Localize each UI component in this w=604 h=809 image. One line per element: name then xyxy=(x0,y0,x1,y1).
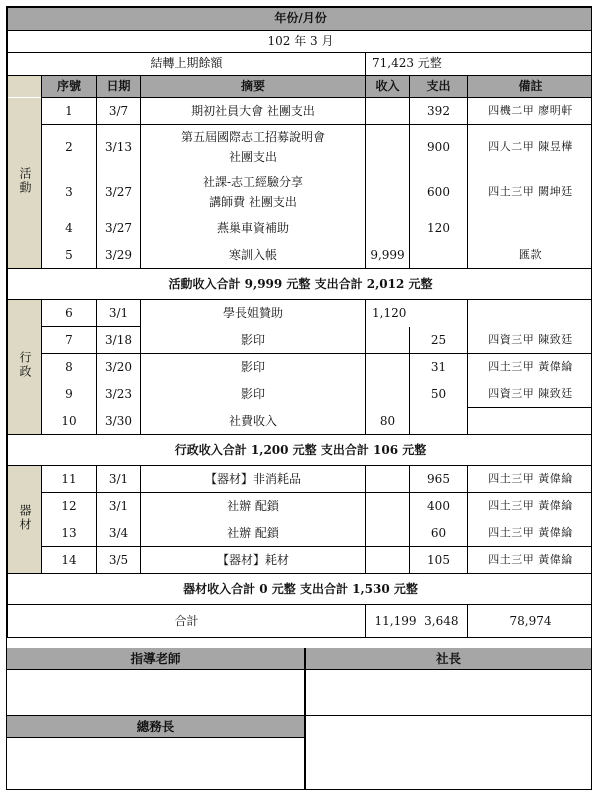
table-row-seq: 5 xyxy=(42,242,97,269)
table-row-desc: 期初社員大會 社團支出 xyxy=(141,98,366,125)
table-row-seq: 14 xyxy=(42,547,97,574)
total-income: 11,199 xyxy=(374,613,417,628)
table-row-income xyxy=(366,547,410,574)
general-affairs-signature-box[interactable] xyxy=(7,738,304,789)
total-income-expense xyxy=(366,605,468,638)
table-row-desc: 燕巢車資補助 xyxy=(141,215,366,242)
table-row-desc: 影印 xyxy=(141,354,366,381)
table-row-desc: 學長姐贊助 xyxy=(141,300,366,327)
table-row-memo xyxy=(468,215,593,242)
table-row-date: 3/7 xyxy=(97,98,141,125)
advisor-signature-label: 指導老師 xyxy=(7,648,304,670)
ledger-table xyxy=(7,7,592,638)
table-row-income xyxy=(366,215,410,242)
table-row-income xyxy=(366,466,410,493)
table-row-seq: 1 xyxy=(42,98,97,125)
table-row-income xyxy=(366,170,410,215)
table-row-seq: 4 xyxy=(42,215,97,242)
table-row-income xyxy=(366,98,410,125)
table-row-date: 3/1 xyxy=(97,466,141,493)
table-row-desc: 影印 xyxy=(141,381,366,408)
table-row-income: 1,120 xyxy=(366,300,468,327)
table-row-expense: 120 xyxy=(410,215,468,242)
table-row-date: 3/18 xyxy=(97,327,141,354)
table-row-date: 3/13 xyxy=(97,125,141,170)
table-row-income xyxy=(366,493,410,520)
general-affairs-signature-label: 總務長 xyxy=(7,716,304,738)
table-row-memo: 四土三甲 黃偉綸 xyxy=(468,493,593,520)
header-expense: 支出 xyxy=(410,75,468,98)
table-row-income: 80 xyxy=(366,408,410,435)
header-desc: 摘要 xyxy=(141,75,366,98)
empty-signature-box xyxy=(306,716,591,789)
table-row-seq: 6 xyxy=(42,300,97,327)
header-memo: 備註 xyxy=(468,75,593,98)
total-expense: 3,648 xyxy=(424,613,459,628)
table-row-memo: 四人二甲 陳昱樺 xyxy=(468,125,593,170)
table-row-memo: 四土三甲 黃偉綸 xyxy=(468,520,593,547)
ledger-sheet xyxy=(6,6,592,790)
activity-summary: 活動收入合計 9,999 元整 支出合計 2,012 元整 xyxy=(8,269,593,300)
table-row-expense: 600 xyxy=(410,170,468,215)
table-row-desc: 影印 xyxy=(141,327,366,354)
carry-over-label: 結轉上期餘額 xyxy=(8,53,366,76)
table-row-expense: 105 xyxy=(410,547,468,574)
header-date: 日期 xyxy=(97,75,141,98)
advisor-signature-box[interactable] xyxy=(7,670,304,716)
table-row-memo xyxy=(468,408,593,435)
table-row-expense: 400 xyxy=(410,493,468,520)
table-row-income xyxy=(366,520,410,547)
signature-divider xyxy=(304,648,306,789)
table-row-date: 3/1 xyxy=(97,300,141,327)
table-row-seq: 9 xyxy=(42,381,97,408)
table-row-seq: 11 xyxy=(42,466,97,493)
equipment-summary: 器材收入合計 0 元整 支出合計 1,530 元整 xyxy=(8,574,593,605)
table-row-seq: 12 xyxy=(42,493,97,520)
table-row-expense: 60 xyxy=(410,520,468,547)
table-row-memo xyxy=(468,300,593,327)
carry-over-value: 71,423 元整 xyxy=(366,53,593,76)
table-row-memo: 四土三甲 黃偉綸 xyxy=(468,354,593,381)
president-signature-box[interactable] xyxy=(306,670,591,716)
table-row-date: 3/5 xyxy=(97,547,141,574)
table-row-income xyxy=(366,381,410,408)
table-row-memo: 匯款 xyxy=(468,242,593,269)
category-equipment: 器材 xyxy=(8,466,42,574)
sheet-title: 年份/月份 xyxy=(8,8,593,31)
table-row-desc: 社辦 配鎖 xyxy=(141,520,366,547)
table-row-desc: 社辦 配鎖 xyxy=(141,493,366,520)
header-seq: 序號 xyxy=(42,75,97,98)
header-category-blank xyxy=(8,75,42,98)
table-row-income xyxy=(366,327,410,354)
header-income: 收入 xyxy=(366,75,410,98)
table-row-expense xyxy=(410,242,468,269)
table-row-expense: 392 xyxy=(410,98,468,125)
table-row-date: 3/27 xyxy=(97,215,141,242)
table-row-memo: 四機二甲 廖明軒 xyxy=(468,98,593,125)
table-row-income xyxy=(366,125,410,170)
table-row-desc: 社課-志工經驗分享 講師費 社團支出 xyxy=(141,170,366,215)
table-row-seq: 3 xyxy=(42,170,97,215)
signature-area xyxy=(7,648,591,789)
table-row-date: 3/4 xyxy=(97,520,141,547)
total-label: 合計 xyxy=(8,605,366,638)
table-row-expense: 31 xyxy=(410,354,468,381)
table-row-date: 3/20 xyxy=(97,354,141,381)
table-row-memo: 四土三甲 闕坤廷 xyxy=(468,170,593,215)
total-balance: 78,974 xyxy=(468,605,593,638)
table-row-date: 3/1 xyxy=(97,493,141,520)
table-row-income: 9,999 xyxy=(366,242,410,269)
table-row-date: 3/23 xyxy=(97,381,141,408)
period: 102 年 3 月 xyxy=(8,30,593,53)
table-row-expense: 25 xyxy=(410,327,468,354)
table-row-seq: 2 xyxy=(42,125,97,170)
table-row-memo: 四資三甲 陳致廷 xyxy=(468,327,593,354)
table-row-memo: 四資三甲 陳致廷 xyxy=(468,381,593,408)
table-row-desc: 【器材】耗材 xyxy=(141,547,366,574)
table-row-desc: 社費收入 xyxy=(141,408,366,435)
admin-summary: 行政收入合計 1,200 元整 支出合計 106 元整 xyxy=(8,435,593,466)
table-row-seq: 13 xyxy=(42,520,97,547)
table-row-seq: 10 xyxy=(42,408,97,435)
table-row-desc: 第五屆國際志工招募說明會 社團支出 xyxy=(141,125,366,170)
table-row-expense xyxy=(410,408,468,435)
category-activity: 活動 xyxy=(8,98,42,269)
table-row-memo: 四土三甲 黃偉綸 xyxy=(468,466,593,493)
table-row-date: 3/30 xyxy=(97,408,141,435)
table-row-date: 3/27 xyxy=(97,170,141,215)
president-signature-label: 社長 xyxy=(306,648,591,670)
table-row-seq: 7 xyxy=(42,327,97,354)
table-row-desc: 寒訓入帳 xyxy=(141,242,366,269)
category-admin: 行政 xyxy=(8,300,42,435)
table-row-expense: 965 xyxy=(410,466,468,493)
table-row-seq: 8 xyxy=(42,354,97,381)
table-row-expense: 900 xyxy=(410,125,468,170)
table-row-memo: 四土三甲 黃偉綸 xyxy=(468,547,593,574)
table-row-desc: 【器材】非消耗品 xyxy=(141,466,366,493)
table-row-income xyxy=(366,354,410,381)
table-row-expense: 50 xyxy=(410,381,468,408)
table-row-date: 3/29 xyxy=(97,242,141,269)
